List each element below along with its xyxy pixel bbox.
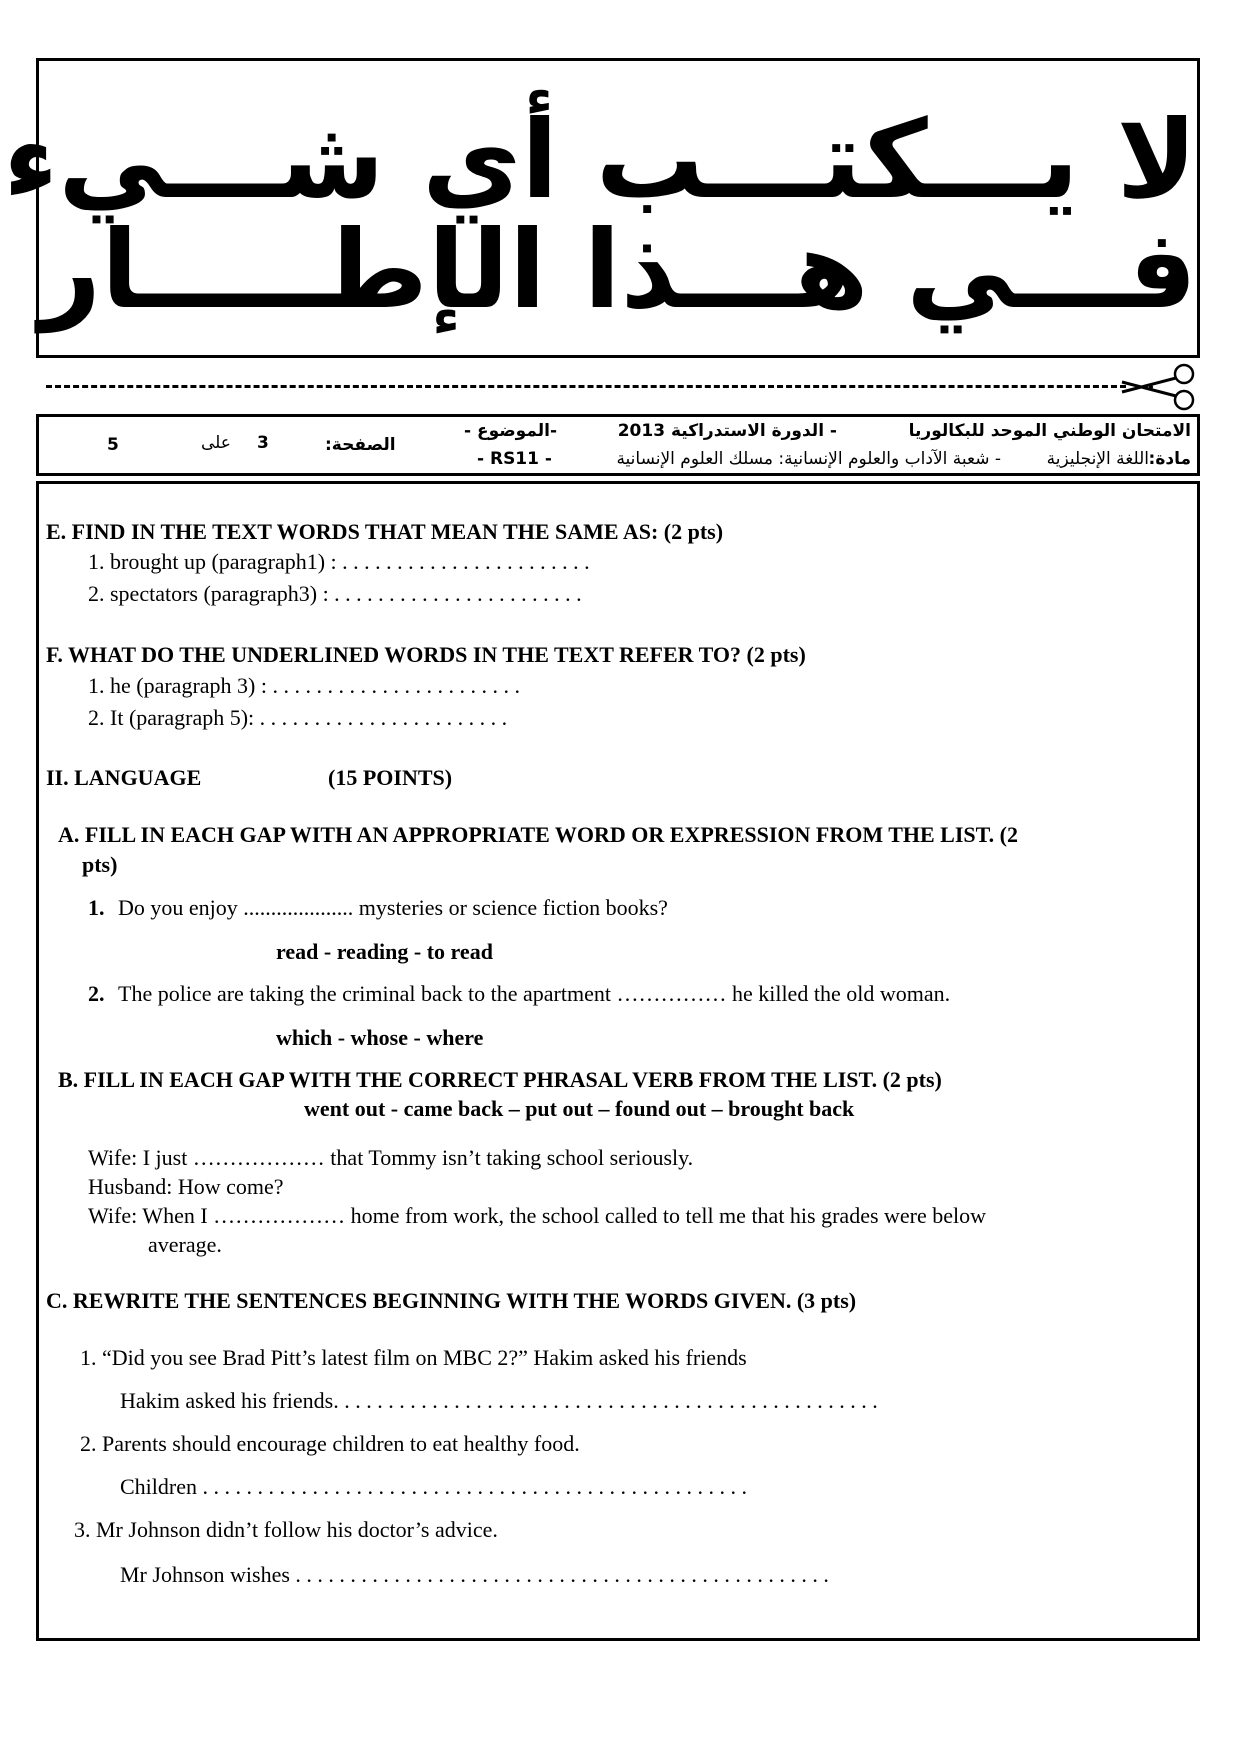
dialogue-line-3: Wife: When I ……………… home from work, the school called to tell me that his grades were below xyxy=(88,1203,987,1228)
section-b-options: went out - came back – put out – found out – brought back xyxy=(304,1096,855,1121)
rewrite-answer-2: Children . . . . . . . . . . . . . . . . . . . . . . . . . . . . . . . . . . . . . . . . . . . . . . . . . . xyxy=(120,1474,747,1499)
section-e-item-2: 2. spectators (paragraph3) : . . . . . . . . . . . . . . . . . . . . . . . xyxy=(88,581,582,606)
section-f-item-1: 1. he (paragraph 3) : . . . . . . . . . . . . . . . . . . . . . . . xyxy=(88,673,520,698)
section-e-heading: E. FIND IN THE TEXT WORDS THAT MEAN THE SAME AS: (2 pts) xyxy=(46,519,724,544)
question-a2-options: which - whose - where xyxy=(276,1025,484,1050)
dialogue-line-1: Wife: I just ……………… that Tommy isn’t taking school seriously. xyxy=(88,1145,694,1170)
language-title: II. LANGUAGE xyxy=(46,765,202,790)
rewrite-answer-1: Hakim asked his friends. . . . . . . . . . . . . . . . . . . . . . . . . . . . . . . . . . . . . . . . . . . . . . . . . . xyxy=(120,1388,878,1413)
rewrite-prompt-2: 2. Parents should encourage children to eat healthy food. xyxy=(80,1431,580,1456)
question-a1: Do you enjoy .................... mysteries or science fiction books? xyxy=(118,895,668,920)
banner-line-2: فـــي هـــذا الإطـــــار xyxy=(38,208,1197,333)
exam-topic: -الموضوع - xyxy=(464,421,557,441)
exam-header xyxy=(36,414,1200,476)
question-a1-options: read - reading - to read xyxy=(276,939,493,964)
rewrite-answer-3: Mr Johnson wishes . . . . . . . . . . . . . . . . . . . . . . . . . . . . . . . . . . . . . . . . . . . . . . . . . xyxy=(120,1562,829,1587)
section-f-item-2: 2. It (paragraph 5): . . . . . . . . . . . . . . . . . . . . . . . xyxy=(88,705,508,730)
dialogue-line-2: Husband: How come? xyxy=(88,1174,284,1199)
banner-line-1: لا يـــكتـــب أي شـــيء xyxy=(3,98,1197,223)
subject-label: مادة: xyxy=(1148,449,1191,469)
no-writing-frame xyxy=(3,58,1200,358)
question-a2: The police are taking the criminal back to the apartment …………… he killed the old woman. xyxy=(118,981,951,1006)
section-f-heading: F. WHAT DO THE UNDERLINED WORDS IN THE TEXT REFER TO? (2 pts) xyxy=(46,642,806,667)
section-a-heading: A. FILL IN EACH GAP WITH AN APPROPRIATE WORD OR EXPRESSION FROM THE LIST. (2 xyxy=(58,822,1018,847)
section-c-heading: C. REWRITE THE SENTENCES BEGINNING WITH THE WORDS GIVEN. (3 pts) xyxy=(46,1288,857,1313)
page-current: 3 xyxy=(257,433,269,453)
rewrite-prompt-1: 1. “Did you see Brad Pitt’s latest film on MBC 2?” Hakim asked his friends xyxy=(80,1345,747,1370)
section-b-heading: B. FILL IN EACH GAP WITH THE CORRECT PHRASAL VERB FROM THE LIST. (2 pts) xyxy=(58,1067,942,1092)
scissors-icon xyxy=(1118,362,1198,412)
rewrite-prompt-3: 3. Mr Johnson didn’t follow his doctor’s advice. xyxy=(74,1517,498,1542)
exam-session: - الدورة الاستدراكية 2013 xyxy=(617,421,837,441)
question-a2-number: 2. xyxy=(88,981,105,1006)
page-label: الصفحة: xyxy=(325,435,396,455)
exam-title: الامتحان الوطني الموحد للبكالوريا xyxy=(908,421,1191,441)
language-points: (15 POINTS) xyxy=(328,765,453,790)
section-a-heading-cont: pts) xyxy=(82,852,118,877)
dialogue-line-4: average. xyxy=(148,1232,222,1257)
exam-code: - RS11 - xyxy=(477,449,552,469)
branch-name: - شعبة الآداب والعلوم الإنسانية: مسلك العلوم الإنسانية xyxy=(616,449,1001,469)
page-of: على xyxy=(201,433,231,453)
cut-line xyxy=(46,385,1126,388)
page-total: 5 xyxy=(107,435,119,455)
section-e-item-1: 1. brought up (paragraph1) : . . . . . . . . . . . . . . . . . . . . . . . xyxy=(88,549,590,574)
subject-name: اللغة الإنجليزية xyxy=(1046,449,1149,469)
question-a1-number: 1. xyxy=(88,895,105,920)
